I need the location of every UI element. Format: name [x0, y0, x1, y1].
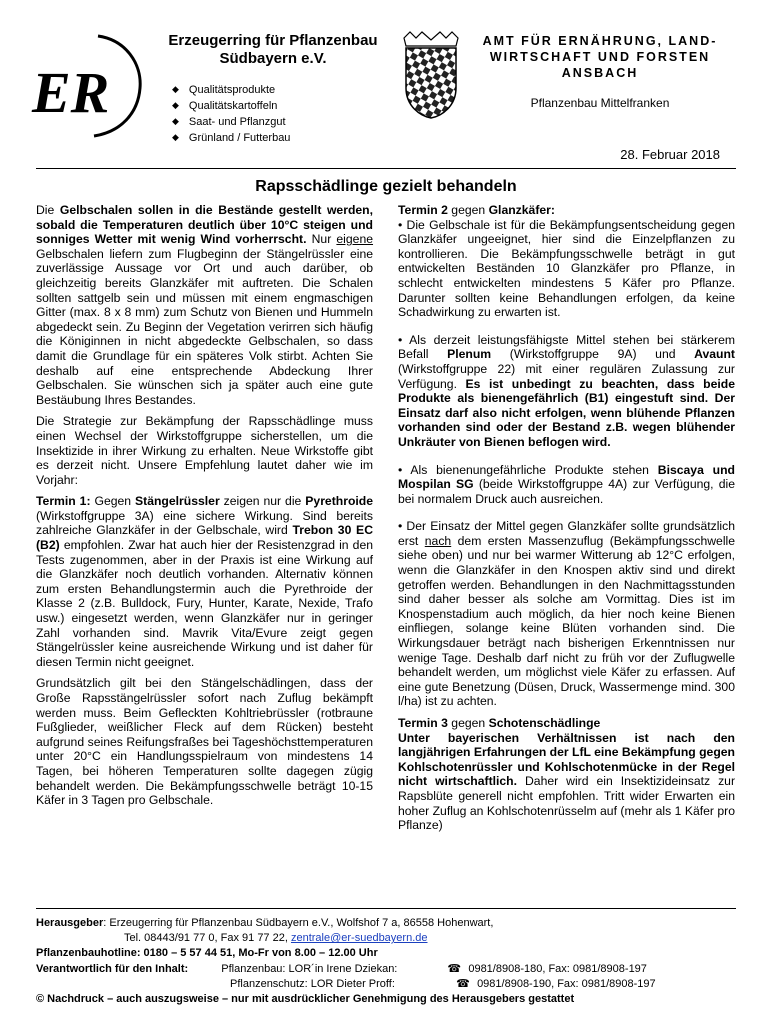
paragraph-gelbschalen: Die Gelbschalen sollen in die Bestände gestellt werden, sobald die Temperaturen deutlich über 10°C steigen und sonniges Wetter mit wenig Wind vorherrscht. Nur eigene Gelbschalen liefern zum Flugbeginn der Stängelrüssler eine zuverlässige Aussage vor Ort und auch darüber, ob gleichzeitig bereits Glanzkäfer mit auftreten. Die Schalen sollten sattgelb sein und müssen mit einem engmaschigen Gitter (max. 8 x 8 mm) zum Schutz von Bienen und Hummeln abgedeckt sein. Zu Beginn der Vegetation verirren sich häufig die Königinnen in nicht abgedeckte Gelbschalen, so dass damit die Grundlage für ein späteres Volk stirbt. Achten Sie deshalb auf eine entsprechende Abdeckung Ihrer Gelbschalen. Sie wünschen sich ja später auch eine gute Bestäubung Ihres Bestandes. [36, 203, 374, 407]
list-item: ◆ Qualitätskartoffeln [172, 98, 290, 114]
footer [36, 916, 746, 1007]
right-column [398, 203, 735, 840]
phone-icon: ☎ [447, 962, 462, 975]
heading-termin-3: Termin 3 gegen Schotenschädlinge [398, 716, 601, 730]
coat-of-arms [398, 30, 464, 120]
logo-lettering: ER [32, 60, 110, 125]
paragraph-plenum-avaunt: • Als derzeit leistungsfähigste Mittel stehen bei stärkerem Befall Plenum (Wirkstoffgruppe 9A) und Avaunt (Wirkstoffgruppe 22) mit einer regulären Zulassung zur Verfügung. Es ist unbedingt zu beachten, dass beide Produkte als bienengefährlich (B1) eingestuft sind. Der Einsatz darf also nicht erfolgen, wenn blühende Pflanzen vorhanden sind oder der Bestand z.B. wegen blühender Unkräuter von Bienen beflogen wird. [398, 332, 735, 449]
paragraph-strategie: Die Strategie zur Bekämpfung der Rapsschädlinge muss einen Wechsel der Wirkstoffgruppe sicherstellen, um die Insektizide in ihrer Wirkung zu erhalten. Neue Wirkstoffe gibt es derzeit nicht. Unsere Empfehlung lautet daher wie im Vorjahr: [36, 414, 373, 487]
left-column [36, 203, 373, 815]
list-item: ◆ Qualitätsprodukte [172, 82, 290, 98]
list-item: ◆ Saat- und Pflanzgut [172, 114, 290, 130]
heading-termin-2: Termin 2 gegen Glanzkäfer: [398, 203, 555, 217]
paragraph-biscaya-mospilan: • Als bienenungefährliche Produkte stehen Biscaya und Mospilan SG (beide Wirkstoffgruppe 4A) zur Verfügung, die bei normalem Druck auch ausreichen. [398, 462, 736, 506]
responsible-line: Pflanzenschutz: LOR Dieter Proff: ☎ 0981/8908-190, Fax: 0981/8908-197 [36, 977, 746, 992]
page-title: Rapsschädlinge gezielt behandeln [255, 178, 517, 195]
divider [36, 908, 736, 909]
copyright: © Nachdruck – auch auszugsweise – nur mit ausdrücklicher Genehmigung des Herausgebers gestattet [36, 993, 575, 1006]
publisher-line: Herausgeber: Erzeugerring für Pflanzenbau Südbayern e.V., Wolfshof 7 a, 86558 Hohenwart, [36, 917, 494, 929]
email-link[interactable]: zentrale@er-suedbayern.de [290, 932, 428, 945]
phone-icon: ☎ [456, 977, 470, 990]
department-name: Pflanzenbau Mittelfranken [530, 96, 670, 110]
authority-title: AMT FÜR ERNÄHRUNG, LAND- WIRTSCHAFT UND FORSTEN ANSBACH [482, 34, 718, 80]
organization-title: Erzeugerring für Pflanzenbau Südbayern e.V. [168, 32, 378, 67]
paragraph-schotenschaedlinge: Unter bayerischen Verhältnissen ist nach den langjährigen Erfahrungen der LfL eine Bekämpfung gegen Kohlschotenrüssler und Kohlschotenmücke in der Regel nicht wirtschaftlich. Daher wird ein Insektizideinsatz zur Rapsblüte generell nicht empfohlen. Tritt wider Erwarten ein hoher Zuflug an Kohlschotenrüsselm auf (mehr als 1 Käfer pro Pflanze) [398, 730, 736, 833]
paragraph-stengelschaedlinge: Grundsätzlich gilt bei den Stängelschädlingen, dass der Große Rapsstängelrüssler sofort nach Zuflug bekämpft werden muss. Beim Gefleckten Kohltriebrüssler (rotbraune Fußglieder, weißlicher Fleck auf dem Rücken) besteht aufgrund seines Reifungsfraßes bei Tageshöchsttemperaturen unter 20°C ein Handlungsspielraum von mindestens 14 Tagen, bei höheren Temperaturen sollte dagegen zügig behandelt werden. Die Bekämpfungsschwelle beträgt 10-15 Käfer in 3 Tagen pro Gelbschale. [36, 676, 373, 808]
divider [36, 168, 736, 169]
paragraph-termin-1: Termin 1: Gegen Stängelrüssler zeigen nur die Pyrethroide (Wirkstoffgruppe 3A) eine sichere Wirkung. Sind bereits zahlreiche Glanzkäfer in der Gelbschale, wird Trebon 30 EC (B2) empfohlen. Zwar hat auch hier der Resistenzgrad in den Tests zugenommen, aber in der Praxis ist eine Wirkung auf die Glanzkäfer noch deutlich vorhanden. Alternativ können zum ersten Behandlungstermin auch die Pyrethroide der Klasse 2 (z.B. Bulldock, Fury, Hunter, Karate, Nexide, Trafo usw.) eingesetzt werden, wenn Glanzkäfer nur in geringer Zahl vorhanden sind. Mavrik Vita/Evure zeigt gegen Stängelrüssler keine ausreichende Wirkung und ist daher für diesen Termin nicht geeignet. [36, 494, 374, 669]
paragraph-gelbschale-ungeeignet: • Die Gelbschale ist für die Bekämpfungsentscheidung gegen Glanzkäfer ungeeignet, hier sind die Einzelpflanzen zu kontrollieren. Die Bekämpfungsschwelle beträgt in gut entwickelten Beständen 10 Glanzkäfer pro Pflanze, in schlecht entwickelten mindestens 5 Käfer pro Pflanze. Darunter sollten keine Behandlungen erfolgen, da keine Schadwirkung zu erwarten ist. [398, 217, 735, 320]
contact-line: Tel. 08443/91 77 0, Fax 91 77 22, zentrale@er-suedbayern.de [124, 932, 428, 945]
paragraph-einsatz-glanzkaefer: • Der Einsatz der Mittel gegen Glanzkäfer sollte grundsätzlich erst nach dem ersten Massenzuflug (Bekämpfungsschwelle siehe oben) und nur bei warmer Witterung ab 12°C erfolgen, wenn die Glanzkäfer in den Knospen aktiv sind und direkt getroffen werden. Behandlungen in den Nachmittagsstunden sind daher besser als solche am Vormittag. Dies ist im Knospenstadium auch möglich, da hier noch keine Bienen einfliegen, solange keine Blüten vorhanden sind. Die Wirkungsdauer beträgt nach bisherigen Erkenntnissen nur wenige Tage. Deshalb darf nicht zu früh vor der Zuflugwelle behandelt werden, um möglichst viele Käfer zu erfassen. Auf eine gute Benetzung (Düsen, Druck, Wassermenge mind. 300 l/ha) ist zu achten. [398, 519, 736, 709]
list-item: ◆ Grünland / Futterbau [172, 130, 290, 146]
er-logo [28, 30, 148, 140]
product-list [172, 82, 290, 146]
hotline: Pflanzenbauhotline: 0180 – 5 57 44 51, Mo-Fr von 8.00 – 12.00 Uhr [36, 947, 378, 960]
issue-date: 28. Februar 2018 [620, 147, 720, 162]
responsible-line: Verantwortlich für den Inhalt: Pflanzenbau: LOR´in Irene Dziekan: ☎ 0981/8908-180, Fax: 0981/8908-197 [36, 962, 746, 977]
